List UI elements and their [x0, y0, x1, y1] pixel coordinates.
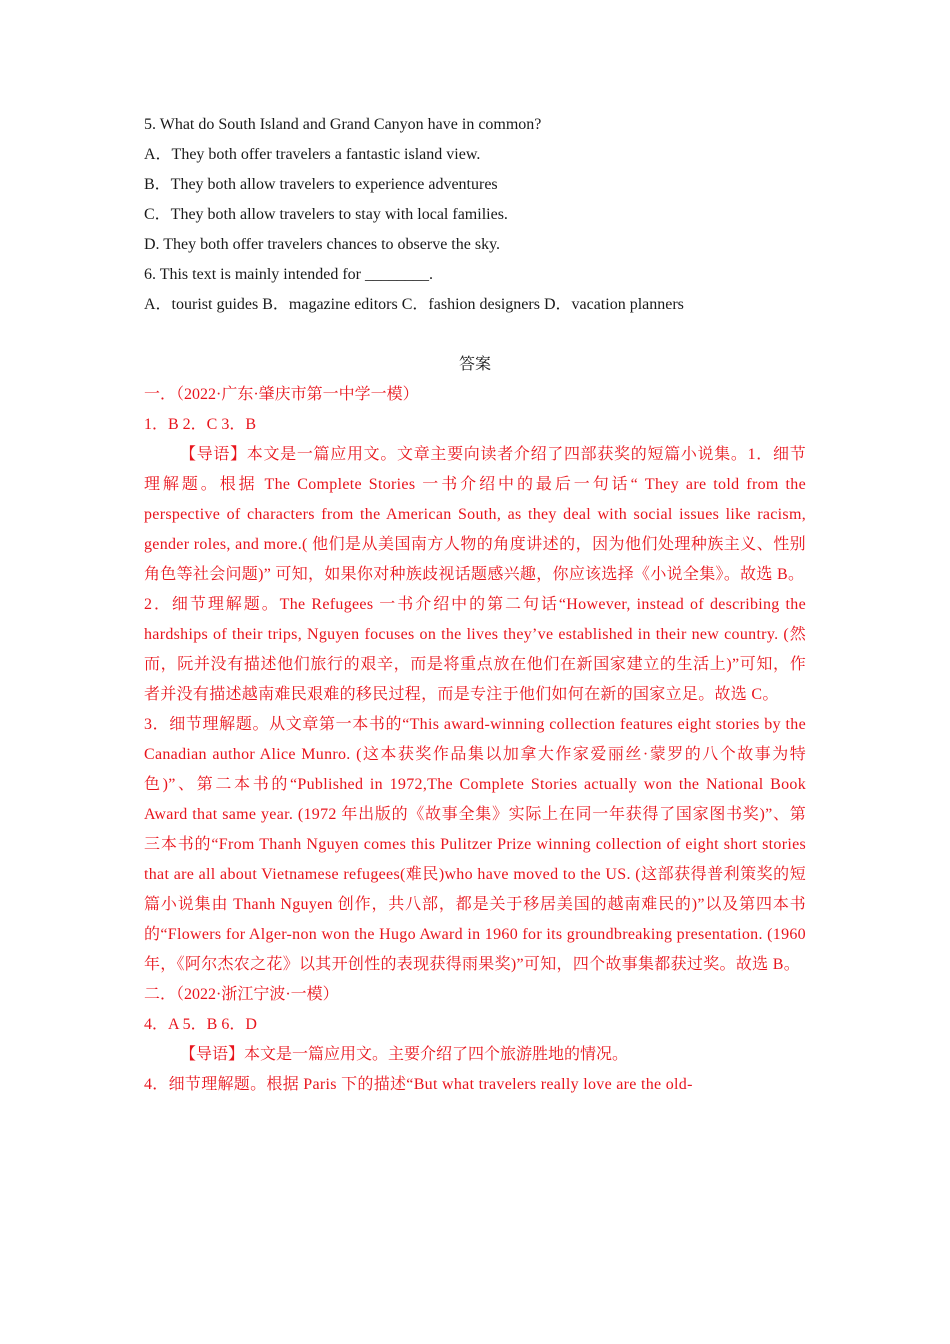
- blank-line: [144, 320, 806, 350]
- section-1-explanation-intro: 【导语】本文是一篇应用文。文章主要向读者介绍了四部获奖的短篇小说集。1．细节理解题。根据 The Complete Stories 一书介绍中的最后一句话“ They are told from the perspective of characters from the American South, as they deal with social issues like racism, gender roles, and more.( 他们是从美国南方人物的角度讲述的，因为他们处理种族主义、性别角色等社会问题)” 可知，如果你对种族歧视话题感兴趣，你应该选择《小说全集》。故选 B。: [144, 446, 806, 583]
- question-5-stem: 5. What do South Island and Grand Canyon have in common?: [144, 116, 542, 133]
- question-5-option-d: D. They both offer travelers chances to observe the sky.: [144, 236, 501, 253]
- document-page: [144, 110, 806, 1100]
- section-2-heading: 二．（2022·浙江宁波·一模）: [144, 986, 339, 1003]
- section-2-explanation-intro: 【导语】本文是一篇应用文。主要介绍了四个旅游胜地的情况。: [180, 1046, 629, 1063]
- section-1-explanation-q2: 2．细节理解题。The Refugees 一书介绍中的第二句话“However, instead of describing the hardships of their trips, Nguyen focuses on the lives they’ve established in their new country. (然而，阮并没有描述他们旅行的艰辛，而是将重点放在他们在新国家建立的生活上)”可知，作者并没有描述越南难民艰难的移民过程，而是专注于他们如何在新的国家立足。故选 C。: [144, 596, 806, 703]
- section-1-heading: 一．（2022·广东·肇庆市第一中学一模）: [144, 386, 419, 403]
- section-1-answer-keys: 1．B 2．C 3．B: [144, 416, 257, 433]
- section-1-explanation-q3: 3．细节理解题。从文章第一本书的“This award-winning collection features eight stories by the Canadian author Alice Munro. (这本获奖作品集以加拿大作家爱丽丝·蒙罗的八个故事为特色)”、第二本书的“Published in 1972,The Complete Stories actually won the National Book Award that same year. (1972 年出版的《故事全集》实际上在同一年获得了国家图书奖)”、第三本书的“From Thanh Nguyen comes this Pulitzer Prize winning collection of eight short stories that are all about Vietnamese refugees(难民)who have moved to the US. (这部获得普利策奖的短篇小说集由 Thanh Nguyen 创作，共八部，都是关于移居美国的越南难民的)”以及第四本书的“Flowers for Alger-non won the Hugo Award in 1960 for its groundbreaking presentation. (1960 年，《阿尔杰农之花》以其开创性的表现获得雨果奖)”可知，四个故事集都获过奖。故选 B。: [144, 716, 806, 973]
- section-2-answer-keys: 4．A 5．B 6．D: [144, 1016, 257, 1033]
- question-5-option-a: A．They both offer travelers a fantastic island view.: [144, 146, 481, 163]
- question-6-options: A．tourist guides B．magazine editors C．fashion designers D．vacation planners: [144, 296, 684, 313]
- answers-title: 答案: [458, 356, 491, 373]
- question-5-option-c: C．They both allow travelers to stay with local families.: [144, 206, 508, 223]
- question-6-stem: 6. This text is mainly intended for ________.: [144, 266, 434, 283]
- question-5-option-b: B．They both allow travelers to experience adventures: [144, 176, 498, 193]
- section-2-explanation-q4: 4．细节理解题。根据 Paris 下的描述“But what travelers really love are the old-: [144, 1076, 693, 1093]
